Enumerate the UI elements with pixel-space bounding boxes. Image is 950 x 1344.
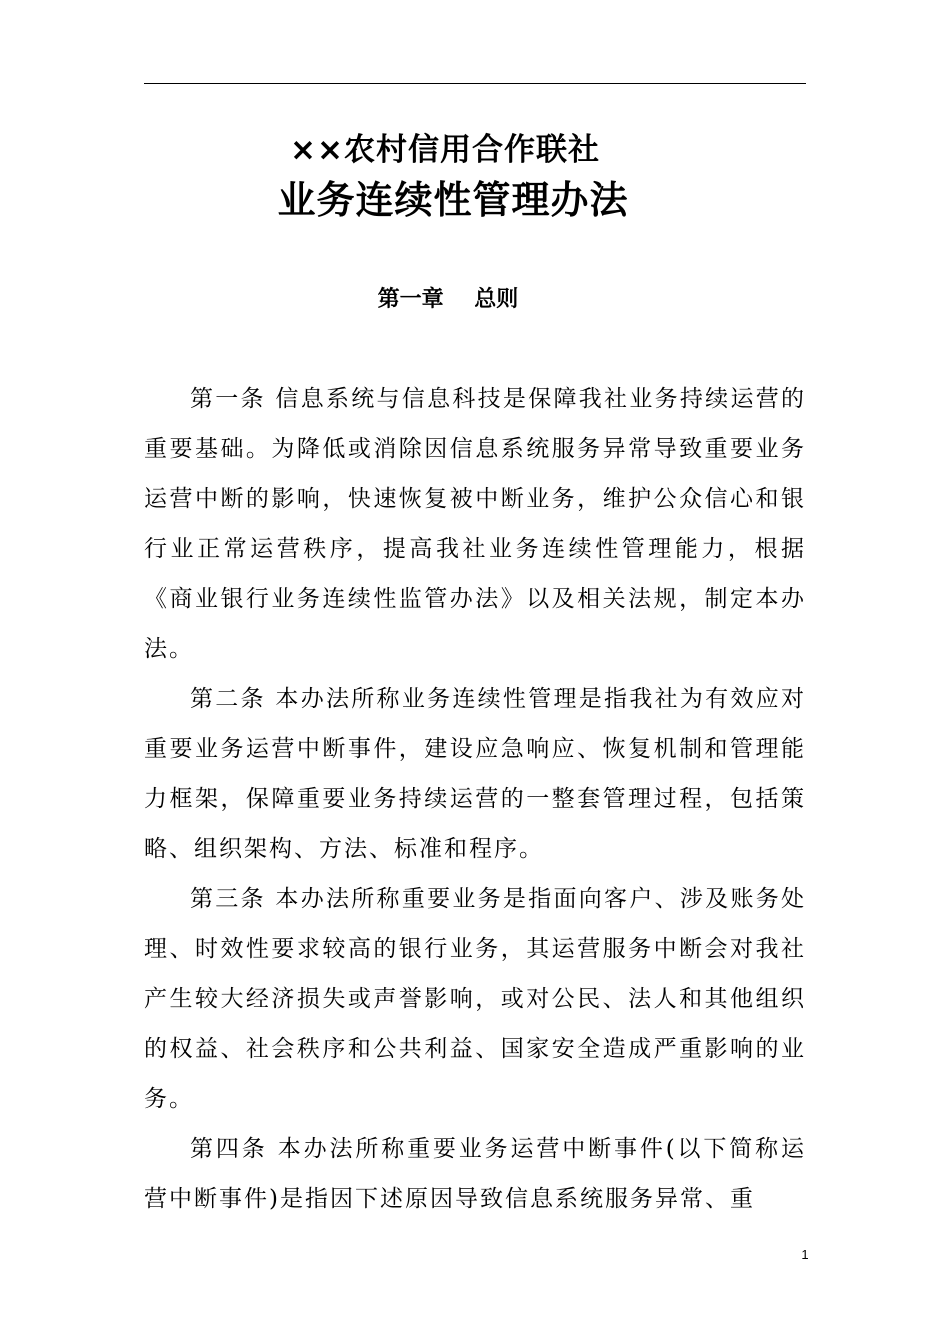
article-4-paragraph: 第四条 本办法所称重要业务运营中断事件(以下简称运营中断事件)是指因下述原因导致信息系统服务异常、重: [144, 1136, 806, 1212]
article-1-paragraph: 第一条 信息系统与信息科技是保障我社业务持续运营的重要基础。为降低或消除因信息系统服务异常导致重要业务运营中断的影响，快速恢复被中断业务，维护公众信心和银行业正常运营秩序，提高我社业务连续性管理能力，根据《商业银行业务连续性监管办法》以及相关法规，制定本办法。: [144, 386, 806, 662]
chapter-heading: 第一章 总则: [377, 287, 519, 312]
article-3-paragraph: 第三条 本办法所称重要业务是指面向客户、涉及账务处理、时效性要求较高的银行业务，其运营服务中断会对我社产生较大经济损失或声誉影响，或对公民、法人和其他组织的权益、社会秩序和公共利益、国家安全造成严重影响的业务。: [144, 886, 806, 1112]
organization-title: ××农村信用合作联社: [290, 132, 600, 168]
document-title: 业务连续性管理办法: [277, 178, 629, 222]
header-rule: [144, 83, 806, 84]
document-body: [144, 374, 806, 1224]
article-2-paragraph: 第二条 本办法所称业务连续性管理是指我社为有效应对重要业务运营中断事件，建设应急响应、恢复机制和管理能力框架，保障重要业务持续运营的一整套管理过程，包括策略、组织架构、方法、标准和程序。: [144, 686, 806, 862]
page-number: 1: [801, 1247, 809, 1262]
